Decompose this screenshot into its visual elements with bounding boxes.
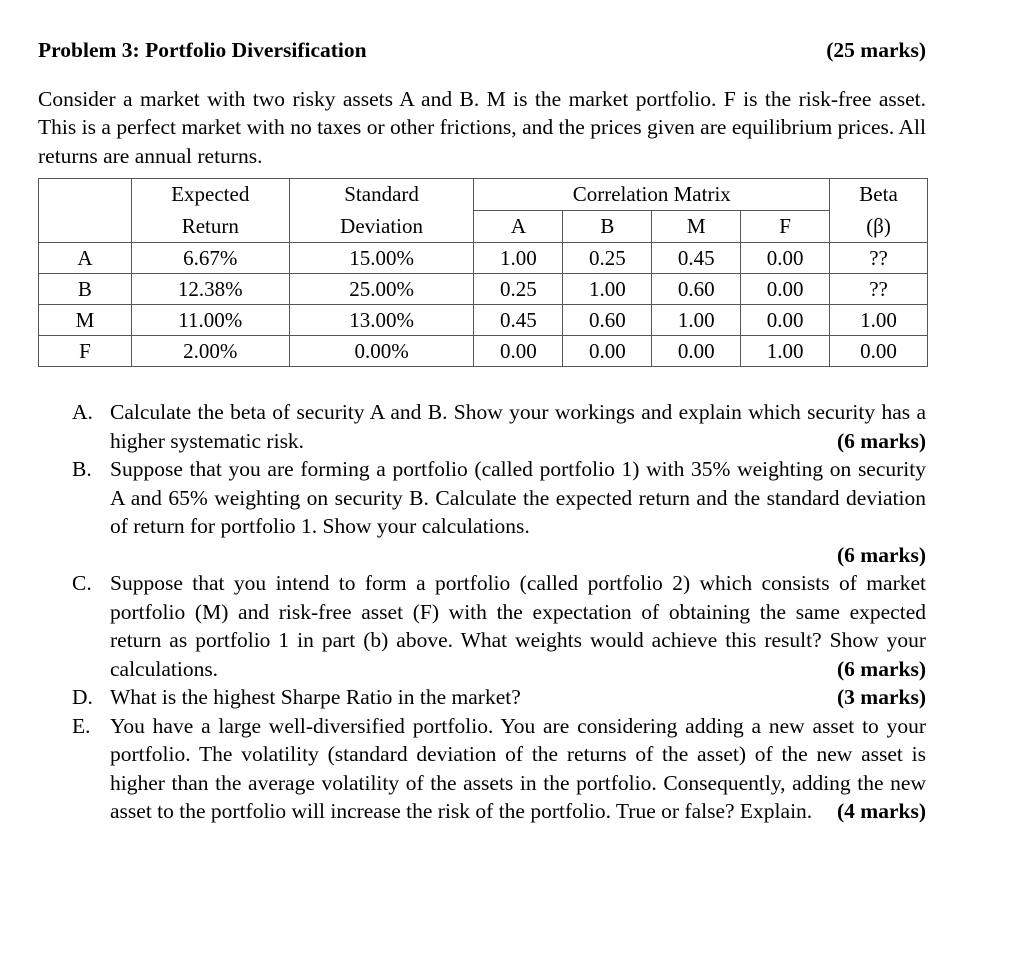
question-marks: (6 marks) — [837, 542, 926, 567]
corr-cell: 1.00 — [474, 243, 563, 274]
corr-cell: 0.45 — [652, 243, 741, 274]
corr-cell: 0.00 — [741, 305, 830, 336]
corr-cell: 0.45 — [474, 305, 563, 336]
question-letter: B. — [72, 457, 92, 481]
question-list — [38, 398, 926, 826]
expected-return-header-line2: Return — [131, 211, 289, 243]
asset-label: M — [39, 305, 132, 336]
correlation-matrix-header: Correlation Matrix — [474, 179, 830, 211]
expected-return-cell: 2.00% — [131, 336, 289, 367]
corr-cell: 0.00 — [741, 274, 830, 305]
question-text: Calculate the beta of security A and B. Show your workings and explain which security has a higher systematic risk. — [110, 400, 926, 453]
corr-cell: 0.25 — [563, 243, 652, 274]
beta-cell: ?? — [830, 274, 928, 305]
question-letter: C. — [72, 571, 92, 595]
corr-cell: 0.00 — [563, 336, 652, 367]
question-letter: D. — [72, 685, 93, 709]
corr-cell: 0.00 — [652, 336, 741, 367]
intro-paragraph: Consider a market with two risky assets A and B. M is the market portfolio. F is the risk-free asset. This is a perfect market with no taxes or other frictions, and the prices given are equilibrium prices. All returns are annual returns. — [38, 86, 926, 168]
std-dev-header: Standard — [289, 179, 474, 211]
asset-table — [38, 178, 928, 367]
beta-header: Beta — [830, 179, 928, 211]
std-dev-cell: 13.00% — [289, 305, 474, 336]
corr-cell: 1.00 — [563, 274, 652, 305]
question-marks: (6 marks) — [837, 428, 926, 453]
question-a — [72, 398, 926, 455]
corr-cell: 0.00 — [741, 243, 830, 274]
question-e — [72, 712, 926, 826]
asset-label: F — [39, 336, 132, 367]
corr-cell: 1.00 — [741, 336, 830, 367]
corr-cell: 0.00 — [474, 336, 563, 367]
corr-col-a: A — [474, 211, 563, 243]
question-text: Suppose that you intend to form a portfolio (called portfolio 2) which consists of market portfolio (M) and risk-free asset (F) with the expectation of obtaining the same expected return as portfolio 1 in part (b) above. What weights would achieve this result? Show your calculations. — [110, 571, 926, 681]
corr-col-m: M — [652, 211, 741, 243]
expected-return-cell: 11.00% — [131, 305, 289, 336]
std-dev-cell: 0.00% — [289, 336, 474, 367]
asset-label: B — [39, 274, 132, 305]
question-text: What is the highest Sharpe Ratio in the market? — [110, 685, 521, 709]
expected-return-cell: 12.38% — [131, 274, 289, 305]
table-row — [39, 305, 928, 336]
corr-cell: 0.60 — [652, 274, 741, 305]
expected-return-header: Expected — [131, 179, 289, 211]
asset-label: A — [39, 243, 132, 274]
std-dev-header-line2: Deviation — [289, 211, 474, 243]
std-dev-cell: 15.00% — [289, 243, 474, 274]
corr-cell: 1.00 — [652, 305, 741, 336]
question-text: Suppose that you are forming a portfolio (called portfolio 1) with 35% weighting on security A and 65% weighting on security B. Calculate the expected return and the standard deviation of return for portfolio 1. Show your calculations. — [110, 457, 926, 538]
question-d — [72, 683, 926, 712]
question-marks: (6 marks) — [837, 656, 926, 681]
corr-col-b: B — [563, 211, 652, 243]
beta-cell: ?? — [830, 243, 928, 274]
question-text: You have a large well-diversified portfolio. You are considering adding a new asset to your portfolio. The volatility (standard deviation of the returns of the asset) of the new asset is higher than the average volatility of the assets in the portfolio. Consequently, adding the new asset to the portfolio will increase the risk of the portfolio. True or false? Explain. — [110, 713, 926, 823]
problem-page — [38, 36, 926, 826]
table-row — [39, 336, 928, 367]
expected-return-cell: 6.67% — [131, 243, 289, 274]
question-letter: E. — [72, 713, 91, 738]
question-b — [72, 455, 926, 569]
beta-cell: 0.00 — [830, 336, 928, 367]
problem-header — [38, 36, 926, 65]
std-dev-cell: 25.00% — [289, 274, 474, 305]
table-row — [39, 243, 928, 274]
problem-marks: (25 marks) — [826, 38, 926, 62]
problem-title: Problem 3: Portfolio Diversification — [38, 38, 367, 62]
asset-header-blank — [39, 179, 132, 243]
question-marks: (3 marks) — [837, 685, 926, 709]
question-marks: (4 marks) — [837, 799, 926, 823]
table-row — [39, 274, 928, 305]
corr-cell: 0.25 — [474, 274, 563, 305]
question-c — [72, 569, 926, 683]
corr-col-f: F — [741, 211, 830, 243]
beta-cell: 1.00 — [830, 305, 928, 336]
corr-cell: 0.60 — [563, 305, 652, 336]
question-letter: A. — [72, 400, 93, 424]
beta-header-line2: (β) — [830, 211, 928, 243]
